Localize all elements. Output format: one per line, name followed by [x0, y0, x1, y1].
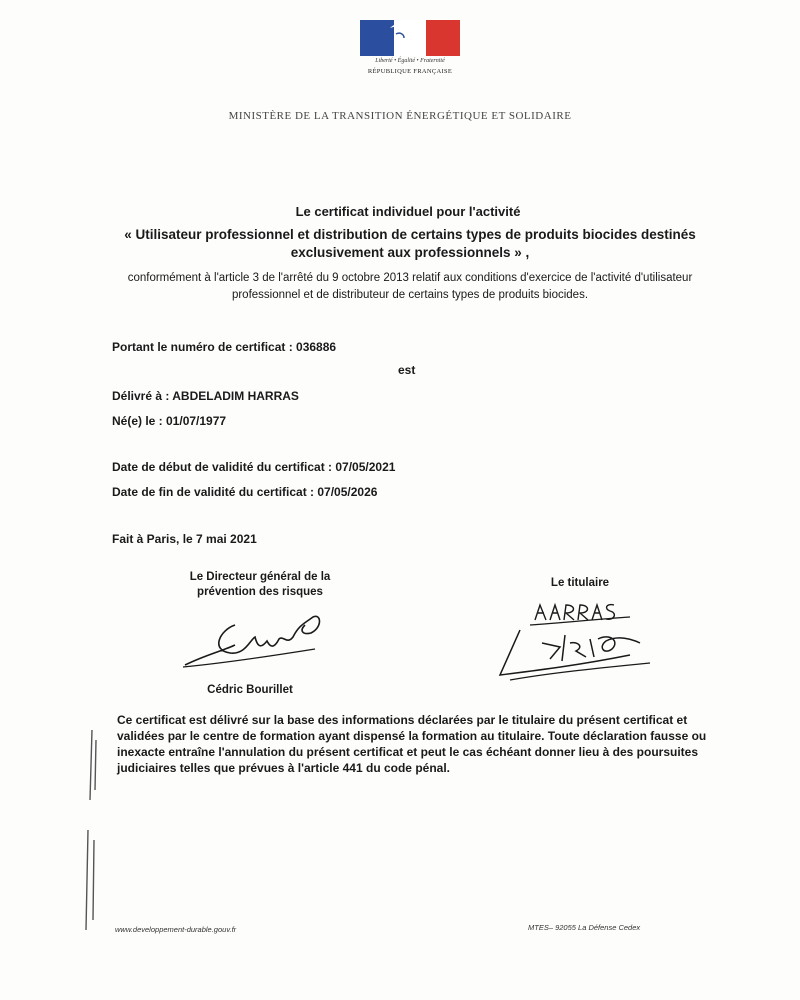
- validity-start: Date de début de validité du certificat : 07/05/2021: [112, 460, 396, 474]
- footer-website: www.developpement-durable.gouv.fr: [115, 925, 237, 934]
- director-title-line1: Le Directeur général de la: [189, 571, 331, 583]
- place-and-date: Fait à Paris, le 7 mai 2021: [112, 532, 257, 546]
- certificate-number: Portant le numéro de certificat : 036886: [112, 340, 337, 354]
- republique-francaise-label: RÉPUBLIQUE FRANÇAISE: [367, 68, 453, 75]
- birth-date: Né(e) le : 01/07/1977: [112, 414, 227, 428]
- issued-to: Délivré à : ABDELADIM HARRAS: [112, 389, 299, 403]
- legal-notice: Ce certificat est délivré sur la base des informations déclarées par le titulaire du présent certificat et validées par le centre de formation ayant dispensé la formation au titulaire. Toute déclaration fausse ou inexacte entraîne l'annulation du présent certificat et peut le cas échéant donner lieu à des poursuites judiciaires telles que prévues à l'article 441 du code pénal.: [117, 713, 707, 775]
- validity-end: Date de fin de validité du certificat : 07/05/2026: [112, 485, 378, 499]
- director-signature: [175, 605, 335, 675]
- french-flag-icon: [360, 20, 460, 56]
- marianne-logo: [356, 20, 464, 82]
- director-title: [160, 570, 360, 600]
- republic-motto: Liberté • Égalité • Fraternité: [375, 58, 445, 64]
- director-title-line2: prévention des risques: [197, 586, 323, 598]
- scan-artifact-marks: [70, 730, 110, 940]
- conformity-statement: conformément à l'article 3 de l'arrêté du 9 octobre 2013 relatif aux conditions d'exercice de l'activité d'utilisateur professionnel et de distributeur de certains types de produits biocides.: [127, 272, 693, 301]
- holder-title: Le titulaire: [550, 577, 610, 589]
- est-label: est: [398, 363, 416, 377]
- ministry-name: MINISTÈRE DE LA TRANSITION ÉNERGÉTIQUE ET SOLIDAIRE: [228, 110, 572, 122]
- footer-address: MTES– 92055 La Défense Cedex: [528, 923, 641, 932]
- certificate-title: Le certificat individuel pour l'activité: [295, 204, 521, 219]
- holder-signature: [480, 595, 660, 695]
- director-name: Cédric Bourillet: [207, 684, 293, 696]
- certificate-subtitle: « Utilisateur professionnel et distribution de certains types de produits biocides destinés exclusivement aux professionnels » ,: [124, 227, 696, 260]
